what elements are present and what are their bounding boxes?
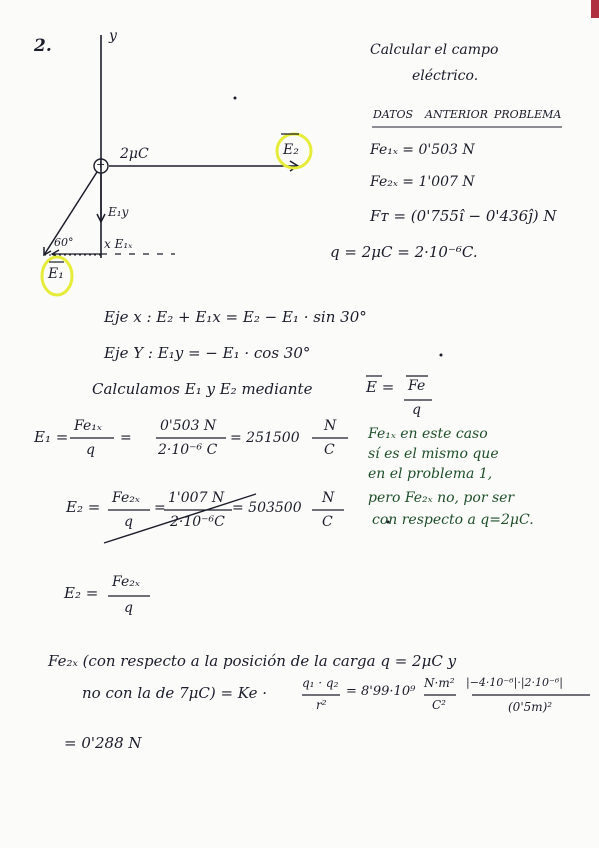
e2-lhs: E₂ = xyxy=(64,584,99,602)
e1-result: = 251500 xyxy=(230,430,300,446)
calculamos-text: Calculamos E₁ y E₂ mediante xyxy=(92,380,313,398)
note-line-2: sí es el mismo que xyxy=(368,446,499,462)
e2-crossed-result: = 503500 xyxy=(232,500,302,516)
e1y-label: E₁y xyxy=(108,205,129,219)
e2-crossed-lhs: E₂ = xyxy=(66,498,101,516)
e-formula-num: Fe xyxy=(408,378,426,394)
e1-den: q xyxy=(86,442,95,458)
note-line-5: con respecto a q=2μC. xyxy=(372,512,534,528)
datos-fe2x: Fe₂ₓ = 1'007 N xyxy=(370,174,475,190)
ink-speck xyxy=(440,354,443,357)
corner-mark xyxy=(591,0,599,18)
note-line-3: en el problema 1, xyxy=(368,466,493,482)
datos-ft: Fᴛ = (0'755î − 0'436ĵ) N xyxy=(370,207,557,225)
eje-y-equation: Eje Y : E₁y = − E₁ · cos 30° xyxy=(104,344,311,362)
e1-num: Fe₁ₓ xyxy=(74,418,102,434)
fe2x-line-2: no con la de 7μC) = Ke · xyxy=(82,684,268,702)
e1-lhs: E₁ = xyxy=(34,428,69,446)
fe2x-frac2-num: |−4·10⁻⁶|·|2·10⁻⁶| xyxy=(466,676,563,689)
datos-heading-1: DATOS xyxy=(373,108,414,121)
e1-equals: = xyxy=(120,430,132,446)
e-formula-den: q xyxy=(412,402,421,418)
fe2x-frac2-den: (0'5m)² xyxy=(508,700,553,714)
datos-q: q = 2μC = 2·10⁻⁶C. xyxy=(330,243,478,261)
ink-speck xyxy=(234,97,237,100)
datos-heading-3: PROBLEMA xyxy=(494,108,562,121)
fe2x-frac1-num: q₁ · q₂ xyxy=(302,676,339,690)
e2-crossed-num: Fe₂ₓ xyxy=(112,490,140,506)
e2-crossed-unit-den: C xyxy=(322,514,333,530)
e2-label: E₂ xyxy=(283,142,299,158)
e1-unit-den: C xyxy=(324,442,335,458)
instruction-line-1: Calcular el campo xyxy=(370,42,499,58)
fe2x-units-num: N·m² xyxy=(424,676,455,690)
e2-num: Fe₂ₓ xyxy=(112,574,140,590)
e2-den: q xyxy=(124,600,133,616)
note-line-1: Fe₁ₓ en este caso xyxy=(368,426,488,442)
e1-den2: 2·10⁻⁶ C xyxy=(158,442,218,458)
e1x-label: x E₁ₓ xyxy=(104,237,133,251)
e2-crossed-unit-num: N xyxy=(322,490,335,506)
instruction-line-2: eléctrico. xyxy=(412,68,479,84)
fe2x-frac1-den: r² xyxy=(316,698,327,712)
problem-number: 2. xyxy=(34,36,52,56)
e2-crossed-den2: 2·10⁻⁶C xyxy=(170,514,225,530)
note-line-4: pero Fe₂ₓ no, por ser xyxy=(368,490,515,506)
fe2x-result: = 0'288 N xyxy=(64,734,142,752)
fe2x-line-1: Fe₂ₓ (con respecto a la posición de la carga q = 2μC y xyxy=(48,652,457,670)
e-formula-lhs: E = xyxy=(366,378,395,396)
e1-label: E₁ xyxy=(48,266,64,282)
charge-label: 2μC xyxy=(120,146,149,162)
fe2x-units-den: C² xyxy=(432,698,446,712)
e1-unit-num: N xyxy=(324,418,337,434)
fe2x-ke-value: = 8'99·10⁹ xyxy=(346,684,416,699)
datos-fe1x: Fe₁ₓ = 0'503 N xyxy=(370,142,475,158)
e2-crossed-equals: = xyxy=(154,500,166,516)
plus-sign: + xyxy=(96,158,106,171)
e2-crossed-den: q xyxy=(124,514,133,530)
e1-num2: 0'503 N xyxy=(160,418,217,434)
datos-heading-2: ANTERIOR xyxy=(425,108,488,121)
e2-crossed-num2: 1'007 N xyxy=(168,490,225,506)
eje-x-equation: Eje x : E₂ + E₁x = E₂ − E₁ · sin 30° xyxy=(104,308,367,326)
y-axis-label: y xyxy=(109,28,117,44)
angle-label: 60° xyxy=(54,236,74,249)
